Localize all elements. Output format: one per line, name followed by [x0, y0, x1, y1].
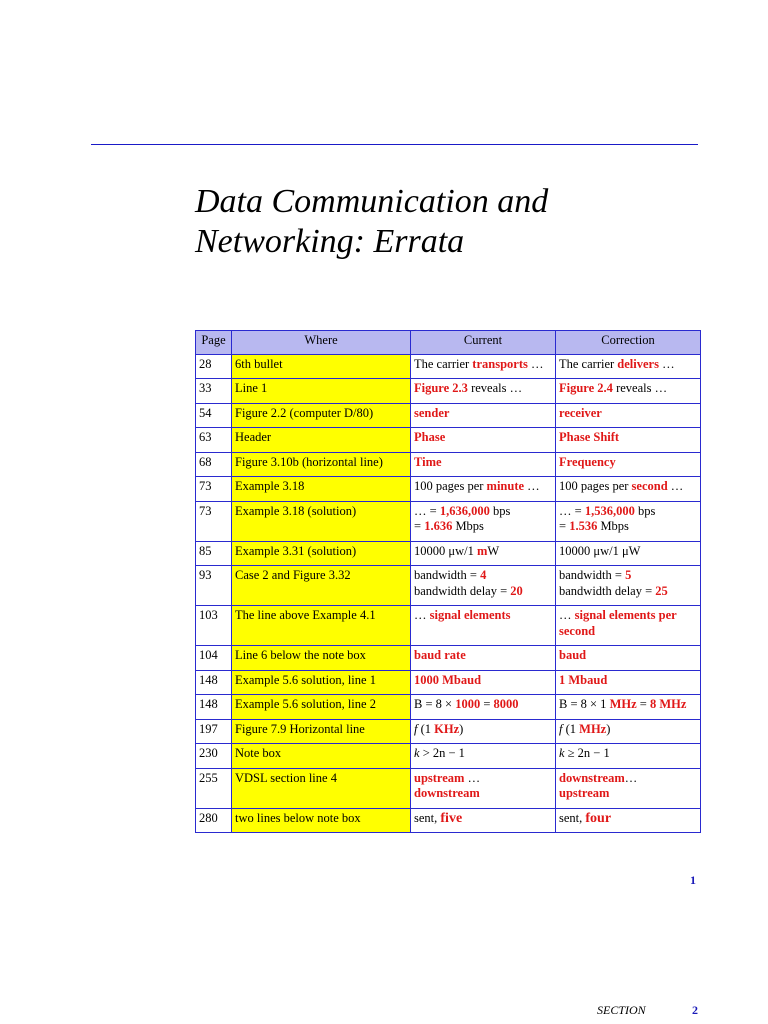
- cell-correction: [556, 354, 701, 379]
- emphasized-text: signal elements: [429, 608, 511, 622]
- table-row: [196, 606, 701, 646]
- page-title: [195, 182, 695, 262]
- header-current: Current: [411, 331, 556, 355]
- emphasized-text: minute: [486, 479, 525, 493]
- table-row: [196, 428, 701, 453]
- cell-correction: [556, 501, 701, 541]
- emphasized-text: upstream: [414, 770, 465, 785]
- cell-correction: [556, 428, 701, 453]
- cell-text: f: [414, 721, 418, 736]
- emphasized-text: 8000: [493, 697, 519, 711]
- emphasized-text: upstream: [559, 786, 610, 800]
- cell-page: 280: [196, 808, 232, 833]
- cell-correction: [556, 477, 701, 502]
- cell-text: (1: [417, 721, 435, 736]
- cell-text: ≥ 2n − 1: [564, 746, 610, 760]
- cell-text: …: [464, 770, 481, 785]
- cell-text: bandwidth delay =: [559, 583, 656, 598]
- cell-current: [411, 695, 556, 720]
- cell-page: 230: [196, 744, 232, 769]
- cell-where: Line 6 below the note box: [232, 646, 411, 671]
- emphasized-text: 8 MHz: [649, 697, 687, 711]
- cell-correction: [556, 379, 701, 404]
- emphasized-text: second: [631, 479, 668, 493]
- emphasized-text: m: [476, 543, 488, 558]
- table-row: [196, 452, 701, 477]
- cell-text: W: [487, 543, 500, 558]
- emphasized-text: Figure 2.3: [414, 381, 468, 395]
- cell-where: Case 2 and Figure 3.32: [232, 566, 411, 606]
- emphasized-text: KHz: [434, 721, 460, 736]
- cell-page: 68: [196, 452, 232, 477]
- emphasized-text: Phase Shift: [559, 430, 620, 444]
- emphasized-text: signal elements per second: [559, 608, 677, 638]
- cell-text: B = 8 × 1: [559, 697, 610, 711]
- cell-text: =: [636, 697, 650, 711]
- cell-text: sent,: [559, 810, 586, 825]
- emphasized-text: downstream: [559, 770, 625, 785]
- cell-text: f: [559, 721, 563, 736]
- cell-current: [411, 403, 556, 428]
- header-where: Where: [232, 331, 411, 355]
- cell-text: …: [559, 608, 575, 622]
- errata-table-body: [196, 354, 701, 833]
- cell-current: [411, 768, 556, 808]
- cell-current: [411, 646, 556, 671]
- cell-text: bps: [489, 503, 511, 518]
- cell-where: Note box: [232, 744, 411, 769]
- cell-text: Mbps: [452, 519, 484, 533]
- cell-where: 6th bullet: [232, 354, 411, 379]
- emphasized-text: 1,536,000: [584, 503, 635, 518]
- cell-current: [411, 452, 556, 477]
- cell-correction: [556, 452, 701, 477]
- cell-correction: [556, 808, 701, 833]
- cell-where: The line above Example 4.1: [232, 606, 411, 646]
- table-row: [196, 379, 701, 404]
- cell-current: [411, 606, 556, 646]
- emphasized-text: delivers: [617, 356, 659, 371]
- cell-text: 100 pages per: [414, 479, 487, 493]
- cell-text: B = 8 ×: [414, 697, 456, 711]
- cell-text: reveals …: [467, 381, 523, 395]
- cell-page: 33: [196, 379, 232, 404]
- cell-where: Figure 2.2 (computer D/80): [232, 403, 411, 428]
- cell-text: … =: [414, 503, 440, 518]
- cell-correction: [556, 566, 701, 606]
- emphasized-text: MHz: [609, 697, 637, 711]
- cell-current: [411, 428, 556, 453]
- cell-text: …: [524, 479, 540, 493]
- emphasized-text: four: [585, 810, 612, 826]
- cell-where: Figure 7.9 Horizontal line: [232, 719, 411, 744]
- table-row: [196, 744, 701, 769]
- emphasized-text: Phase: [414, 430, 446, 444]
- cell-text: 100 pages per: [559, 479, 632, 493]
- cell-page: 63: [196, 428, 232, 453]
- table-row: [196, 403, 701, 428]
- emphasized-text: 1,636,000: [439, 503, 490, 518]
- cell-page: 148: [196, 670, 232, 695]
- cell-page: 104: [196, 646, 232, 671]
- cell-where: Example 3.18: [232, 477, 411, 502]
- cell-text: … =: [559, 503, 585, 518]
- cell-text: bandwidth delay =: [414, 583, 511, 598]
- table-row: [196, 768, 701, 808]
- cell-text: sent,: [414, 810, 441, 825]
- table-row: [196, 695, 701, 720]
- cell-page: 197: [196, 719, 232, 744]
- emphasized-text: sender: [414, 405, 450, 420]
- cell-where: Example 5.6 solution, line 2: [232, 695, 411, 720]
- footer-section-label: SECTION: [597, 1003, 646, 1017]
- cell-text: =: [480, 697, 494, 711]
- cell-current: [411, 501, 556, 541]
- emphasized-text: five: [440, 810, 463, 826]
- cell-where: Example 3.18 (solution): [232, 501, 411, 541]
- table-row: [196, 719, 701, 744]
- emphasized-text: Frequency: [559, 454, 616, 469]
- cell-where: two lines below note box: [232, 808, 411, 833]
- table-row: [196, 646, 701, 671]
- cell-page: 28: [196, 354, 232, 379]
- cell-text: …: [624, 770, 638, 785]
- title-line-1: Data Communication and: [195, 183, 549, 220]
- cell-correction: [556, 670, 701, 695]
- page-number: 1: [690, 873, 696, 887]
- emphasized-text: baud: [559, 648, 587, 662]
- cell-text: reveals …: [612, 381, 668, 395]
- cell-text: ): [459, 721, 464, 736]
- cell-page: 103: [196, 606, 232, 646]
- cell-text: The carrier: [559, 356, 618, 371]
- cell-page: 148: [196, 695, 232, 720]
- cell-current: [411, 670, 556, 695]
- footer-section-number: 2: [692, 1003, 698, 1017]
- table-row: [196, 670, 701, 695]
- emphasized-text: transports: [472, 356, 528, 371]
- top-rule: [91, 144, 698, 145]
- cell-text: (1: [562, 721, 580, 736]
- cell-where: Header: [232, 428, 411, 453]
- cell-correction: [556, 541, 701, 566]
- cell-text: …: [658, 356, 675, 371]
- cell-current: [411, 354, 556, 379]
- cell-where: Figure 3.10b (horizontal line): [232, 452, 411, 477]
- cell-correction: [556, 646, 701, 671]
- cell-current: [411, 744, 556, 769]
- errata-table: [195, 330, 701, 833]
- table-header-row: [196, 331, 701, 355]
- title-line-2: Networking: Errata: [195, 223, 465, 260]
- emphasized-text: baud rate: [414, 648, 466, 662]
- cell-current: [411, 477, 556, 502]
- emphasized-text: 5: [625, 568, 632, 582]
- cell-page: 85: [196, 541, 232, 566]
- cell-text: Mbps: [597, 519, 629, 533]
- cell-text: k: [414, 746, 420, 760]
- emphasized-text: 1.536: [569, 519, 598, 533]
- emphasized-text: 25: [655, 583, 668, 598]
- cell-correction: [556, 768, 701, 808]
- cell-current: [411, 566, 556, 606]
- table-row: [196, 808, 701, 833]
- emphasized-text: 20: [510, 583, 523, 598]
- cell-text: =: [559, 519, 570, 533]
- emphasized-text: receiver: [559, 405, 602, 420]
- cell-where: Line 1: [232, 379, 411, 404]
- cell-correction: [556, 403, 701, 428]
- cell-text: bandwidth =: [414, 568, 481, 582]
- cell-where: Example 3.31 (solution): [232, 541, 411, 566]
- cell-text: 10000 μw/1: [414, 543, 477, 558]
- cell-page: 255: [196, 768, 232, 808]
- table-row: [196, 541, 701, 566]
- cell-text: …: [527, 356, 544, 371]
- table-row: [196, 566, 701, 606]
- cell-page: 93: [196, 566, 232, 606]
- table-row: [196, 354, 701, 379]
- cell-where: Example 5.6 solution, line 1: [232, 670, 411, 695]
- cell-text: 10000 μw/1 μW: [559, 543, 641, 558]
- cell-correction: [556, 695, 701, 720]
- cell-text: bps: [634, 503, 656, 518]
- cell-page: 73: [196, 477, 232, 502]
- cell-correction: [556, 719, 701, 744]
- table-row: [196, 501, 701, 541]
- cell-text: > 2n − 1: [419, 746, 465, 760]
- cell-current: [411, 808, 556, 833]
- cell-text: …: [667, 479, 684, 493]
- cell-text: k: [559, 746, 565, 760]
- cell-text: ): [606, 721, 611, 736]
- cell-text: bandwidth =: [559, 568, 626, 582]
- cell-current: [411, 719, 556, 744]
- emphasized-text: 1.636: [424, 519, 453, 533]
- emphasized-text: 1000 Mbaud: [414, 672, 482, 687]
- cell-page: 54: [196, 403, 232, 428]
- cell-text: =: [414, 519, 425, 533]
- table-row: [196, 477, 701, 502]
- header-page: Page: [196, 331, 232, 355]
- emphasized-text: 1000: [455, 697, 481, 711]
- emphasized-text: downstream: [414, 786, 480, 800]
- cell-page: 73: [196, 501, 232, 541]
- cell-where: VDSL section line 4: [232, 768, 411, 808]
- cell-correction: [556, 744, 701, 769]
- cell-current: [411, 541, 556, 566]
- header-correction: Correction: [556, 331, 701, 355]
- emphasized-text: Time: [414, 454, 442, 469]
- cell-correction: [556, 606, 701, 646]
- emphasized-text: MHz: [579, 721, 607, 736]
- cell-text: …: [414, 608, 430, 622]
- emphasized-text: 4: [480, 568, 487, 582]
- cell-text: The carrier: [414, 356, 473, 371]
- cell-current: [411, 379, 556, 404]
- emphasized-text: 1 Mbaud: [559, 672, 608, 687]
- emphasized-text: Figure 2.4: [559, 381, 613, 395]
